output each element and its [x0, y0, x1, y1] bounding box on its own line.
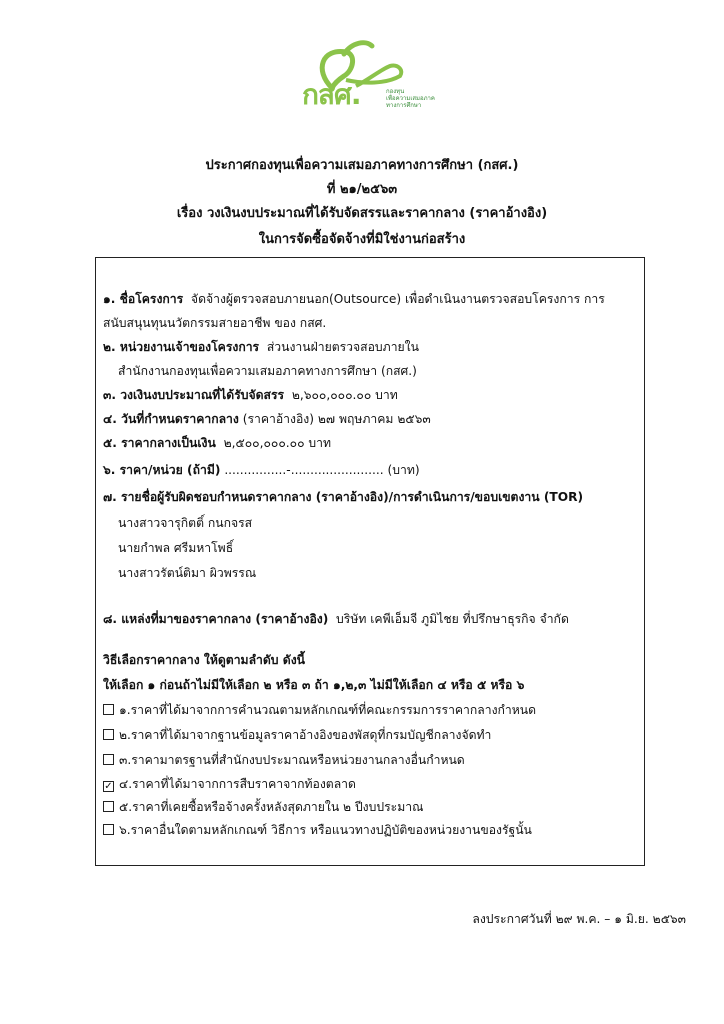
method-option-3 [103, 753, 465, 768]
item-label: ๒. หน่วยงานเจ้าของโครงการ [103, 340, 260, 354]
item-label: ๔. วันที่กำหนดราคากลาง [103, 412, 239, 426]
method-option-5 [103, 800, 423, 815]
item-value: ๒,๖๐๐,๐๐๐.๐๐ บาท [291, 388, 398, 402]
method-rule: ให้เลือก ๑ ก่อนถ้าไม่มีให้เลือก ๒ หรือ ๓ ถ้า ๑,๒,๓ ไม่มีให้เลือก ๔ หรือ ๕ หรือ ๖ [103, 678, 525, 692]
item-responsible [103, 490, 583, 505]
responsible-person: นางสาวรัตน์ติมา ผิวพรรณ [118, 566, 257, 580]
checkbox[interactable] [103, 729, 114, 740]
method-option-6 [103, 823, 532, 838]
option-label: ๓.ราคามาตรฐานที่สำนักงบประมาณหรือหน่วยงานกลางอื่นกำหนด [119, 753, 465, 767]
option-label: ๒.ราคาที่ได้มาจากฐานข้อมูลราคาอ้างอิงของพัสดุที่กรมบัญชีกลางจัดทำ [119, 728, 492, 742]
option-label: ๑.ราคาที่ได้มาจากการคำนวณตามหลักเกณฑ์ที่คณะกรรมการราคากลางกำหนด [119, 703, 537, 717]
item-project-name [103, 292, 605, 307]
logo-wordmark [302, 78, 360, 112]
option-label: ๕.ราคาที่เคยซื้อหรือจ้างครั้งหลังสุดภายใน ๒ ปีงบประมาณ [119, 800, 424, 814]
item-owner-unit [103, 340, 419, 355]
item-value: (ราคาอ้างอิง) ๒๗ พฤษภาคม ๒๕๖๓ [242, 412, 431, 426]
announcement-number: ที่ ๒๑/๒๕๖๓ [326, 182, 398, 197]
item-price-source [103, 612, 569, 627]
item-value: ส่วนงานฝ่ายตรวจสอบภายใน [266, 340, 419, 354]
item-label: ๓. วงเงินงบประมาณที่ได้รับจัดสรร [103, 388, 285, 402]
item-label: ๗. รายชื่อผู้รับผิดชอบกำหนดราคากลาง (ราคาอ้างอิง)/การดำเนินการ/ขอบเขตงาน (TOR) [103, 490, 584, 504]
checkbox[interactable] [103, 824, 114, 835]
item-value: จัดจ้างผู้ตรวจสอบภายนอก(Outsource) เพื่อดำเนินงานตรวจสอบโครงการ การ [190, 292, 605, 306]
method-option-4 [103, 777, 356, 792]
method-option-2 [103, 728, 491, 743]
checkbox-checked[interactable] [103, 781, 114, 792]
item-label: ๑. ชื่อโครงการ [103, 292, 184, 306]
publish-date: ลงประกาศวันที่ ๒๙ พ.ค. – ๑ มิ.ย. ๒๕๖๓ [472, 912, 686, 926]
logo-sub-line: กองทุน [386, 88, 405, 95]
item-price-date [103, 412, 431, 427]
item-label: ๘. แหล่งที่มาของราคากลาง (ราคาอ้างอิง) [103, 612, 329, 626]
item-label: ๕. ราคากลางเป็นเงิน [103, 436, 216, 450]
option-label: ๔.ราคาที่ได้มาจากการสืบราคาจากท้องตลาด [119, 777, 356, 791]
responsible-person: นางสาวจารุกิตติ์ กนกจรส [118, 516, 253, 530]
item-value: บริษัท เคพีเอ็มจี ภูมิไชย ที่ปรึกษาธุรกิจ จำกัด [336, 612, 569, 626]
item-unit-price [103, 463, 420, 478]
check-icon: ✓ [104, 781, 113, 792]
announcement-subject: เรื่อง วงเงินงบประมาณที่ได้รับจัดสรรและราคากลาง (ราคาอ้างอิง) [176, 206, 548, 221]
logo-text: กสศ. [302, 78, 361, 111]
item-median-price [103, 436, 331, 451]
item-budget [103, 388, 398, 403]
checkbox[interactable] [103, 704, 114, 715]
item-value: ................-........................ (บาท) [224, 463, 420, 477]
item-owner-unit-cont: สำนักงานกองทุนเพื่อความเสมอภาคทางการศึกษา (กสศ.) [118, 364, 417, 378]
checkbox[interactable] [103, 754, 114, 765]
item-label: ๖. ราคา/หน่วย (ถ้ามี) [103, 463, 221, 477]
method-title: วิธีเลือกราคากลาง ให้ดูตามลำดับ ดังนี้ [103, 653, 305, 667]
announcement-subject-cont: ในการจัดซื้อจัดจ้างที่มิใช่งานก่อสร้าง [258, 232, 466, 247]
logo-sub-line: ทางการศึกษา [386, 102, 422, 109]
announcement-title: ประกาศกองทุนเพื่อความเสมอภาคทางการศึกษา (กสศ.) [205, 158, 519, 173]
option-label: ๖.ราคาอื่นใดตามหลักเกณฑ์ วิธีการ หรือแนวทางปฏิบัติของหน่วยงานของรัฐนั้น [119, 823, 532, 837]
responsible-person: นายกำพล ศรีมหาโพธิ์ [118, 541, 234, 555]
checkbox[interactable] [103, 801, 114, 812]
method-option-1 [103, 703, 536, 718]
item-value: ๒,๕๐๐,๐๐๐.๐๐ บาท [223, 436, 332, 450]
logo-subtitle [386, 88, 435, 109]
item-project-name-cont: สนับสนุนทุนนวัตกรรมสายอาชีพ ของ กสศ. [103, 316, 327, 330]
kss-logo [294, 40, 435, 120]
logo-sub-line: เพื่อความเสมอภาค [386, 95, 435, 102]
